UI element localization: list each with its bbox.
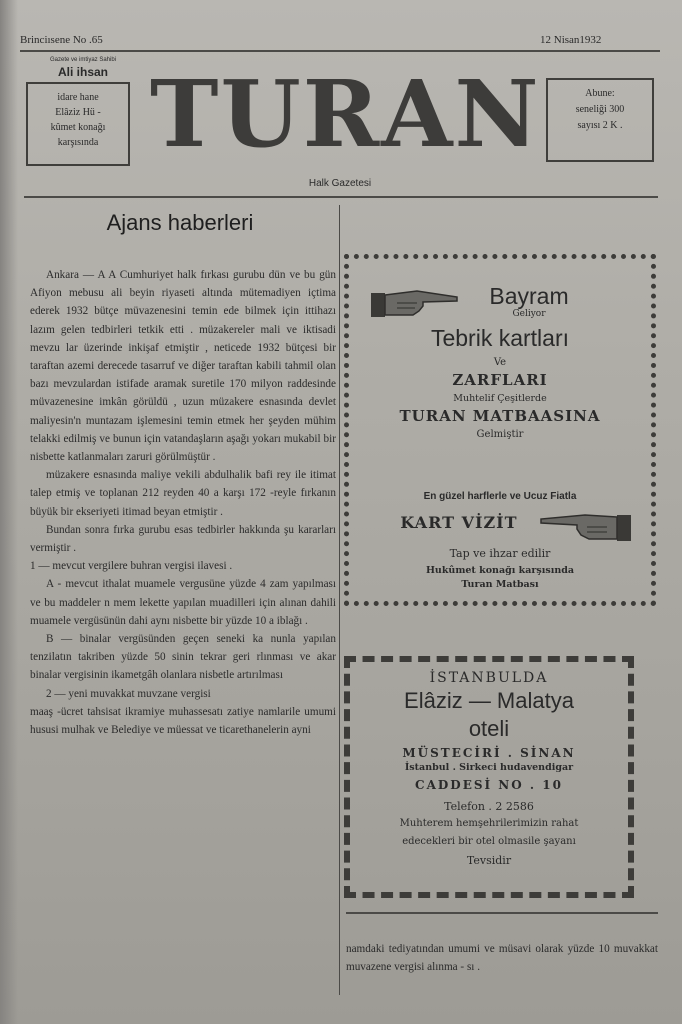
ad-text: Muhterem hemşehrilerimizin rahat	[399, 818, 579, 829]
article-item: 1 — mevcut vergilere buhran vergisi ilavesi .	[30, 560, 233, 573]
newspaper-title: TURAN	[150, 60, 541, 168]
article-paragraph: müzakere esnasında maliye vekili abdulhalik bafi rey ile itimat talep etmiş ve toplanan 212 reyden 40 a karşı 172 -reyle fırkanın büyük bir ekseriyeti itimad beyan etmiştir .	[30, 469, 336, 518]
office-line: karşısında	[57, 137, 99, 148]
owner-name: Ali ihsan	[57, 65, 108, 79]
ad-text: edecekleri bir otel olmasile şayanı	[402, 836, 576, 847]
ad-heading: MÜSTECİRİ . SİNAN	[402, 746, 576, 760]
ad-text: Turan Matbası	[461, 579, 539, 590]
ad-title: oteli	[468, 716, 510, 741]
subscription-box	[546, 78, 654, 162]
ad-text: Geliyor	[512, 309, 546, 319]
ad-text: En güzel harflerle ve Ucuz Fiatla	[423, 491, 577, 502]
ad-heading: İSTANBULDA	[429, 670, 549, 686]
pointing-hand-left-icon	[537, 507, 633, 547]
issue-number: Brinciısene No .65	[20, 34, 103, 46]
header-rule	[24, 196, 658, 198]
office-line: kûmet konağı	[50, 122, 106, 133]
article-paragraph: maaş -ücret tahsisat ikramiye muhassesatı zatiye namlarile umumi hususi mulhak ve Belediye ve müessat ve ticarethanelerin ayni	[30, 705, 336, 737]
page-edge-shadow	[0, 0, 18, 1024]
owner-label: Gazete ve imtiyaz Sahibi	[49, 57, 117, 63]
subscription-line: seneliği 300	[575, 104, 625, 115]
ad-title: Elâziz — Malatya	[404, 688, 574, 713]
subscription-line: Abune:	[585, 88, 615, 99]
office-line: Elâziz Hü -	[55, 107, 101, 118]
ad-heading: ZARFLARI	[452, 371, 548, 389]
article-paragraph: Bundan sonra fırka gurubu esas tedbirler hakkında şu kararları vermiştir .	[30, 523, 336, 555]
article-paragraph: Ankara — A A Cumhuriyet halk fırkası gurubu dün ve bu gün Afiyon mebusu ali beyin riyaseti altında mütemadiyen içtima ederek 1932 bütçe müvazenesini temin ede bilmek için ittihazı lazım gelen tedbirleri tetkik etti . müzakereler mali ve iktisadi mevzu lar üzerinde inkişaf etmiştir , neticede 1932 bütçesi bir taraftan azemi derecede tasarruf ve diğer taraftan kabili tahmil olan bazı mevzulardan istifade aramak suretile 170 milyon raddesinde müvazenesine imkân görüldü , uzun müzakere esnasında devlet maliyesin'n muntazam işlemesini temin etmek her şeyden mühim telakki edilmiş ve bunun için vatandaşların aşağı yokarı mukabil bir nisbette katlanmaları zaruri görülmüştür .	[30, 269, 336, 464]
ad-text: Telefon . 2 2586	[444, 800, 534, 813]
ad-text: Ve	[493, 357, 507, 368]
article-body	[30, 266, 336, 739]
ad-text: Tevsidir	[466, 854, 512, 867]
office-line: idare hane	[57, 92, 99, 103]
ad-heading: Tebrik kartları	[430, 325, 570, 351]
hotel-ad	[344, 656, 634, 898]
issue-date: 12 Nisan1932	[540, 34, 602, 46]
ad-heading: KART VİZİT	[400, 513, 518, 532]
article-continuation	[346, 940, 658, 976]
top-rule	[20, 50, 660, 52]
column-divider	[339, 205, 340, 995]
column-end-rule	[346, 912, 658, 914]
ad-text: Hukûmet konağı karşısında	[425, 565, 575, 576]
ad-heading: CADDESİ NO . 10	[415, 778, 563, 792]
ad-text: Tap ve ihzar edilir	[449, 547, 551, 560]
ad-text: Muhtelif Çeşitlerde	[453, 393, 547, 404]
article-paragraph: namdaki tediyatından umumi ve müsavi olarak yüzde 10 muvakkat muvazene vergisi alınma - sı .	[346, 943, 658, 974]
ad-text: Gelmiştir	[476, 429, 524, 440]
article-item: B — binalar vergüsünden geçen seneki ka nunla yapılan tenzilatın takriben yüzde 50 sinin tekrar geri rlınması ve akar binalar vergisinin ikametgâh olanlara nisbetle artırılması	[30, 633, 336, 682]
ad-text: İstanbul . Sirkeci hudavendigar	[404, 762, 574, 773]
newspaper-subtitle: Halk Gazetesi	[308, 178, 372, 189]
article-heading: Ajans haberleri	[106, 210, 254, 235]
ad-heading: TURAN MATBAASINA	[399, 407, 601, 425]
greeting-cards-ad	[344, 254, 656, 606]
article-item: A - mevcut ithalat muamele vergusüne yüzde 4 zam yapılması ve bu maddeler n mem lekette yapılan muadilleri için alınan dahili muamele vergüsünün dahi aynı nisbette bir yüzde 10 a iblağı .	[30, 578, 336, 627]
subscription-line: sayısı 2 K .	[577, 120, 623, 131]
office-address-box	[26, 82, 130, 166]
ad-title: Bayram	[489, 283, 569, 309]
article-item: 2 — yeni muvakkat muvzane vergisi	[46, 687, 211, 700]
